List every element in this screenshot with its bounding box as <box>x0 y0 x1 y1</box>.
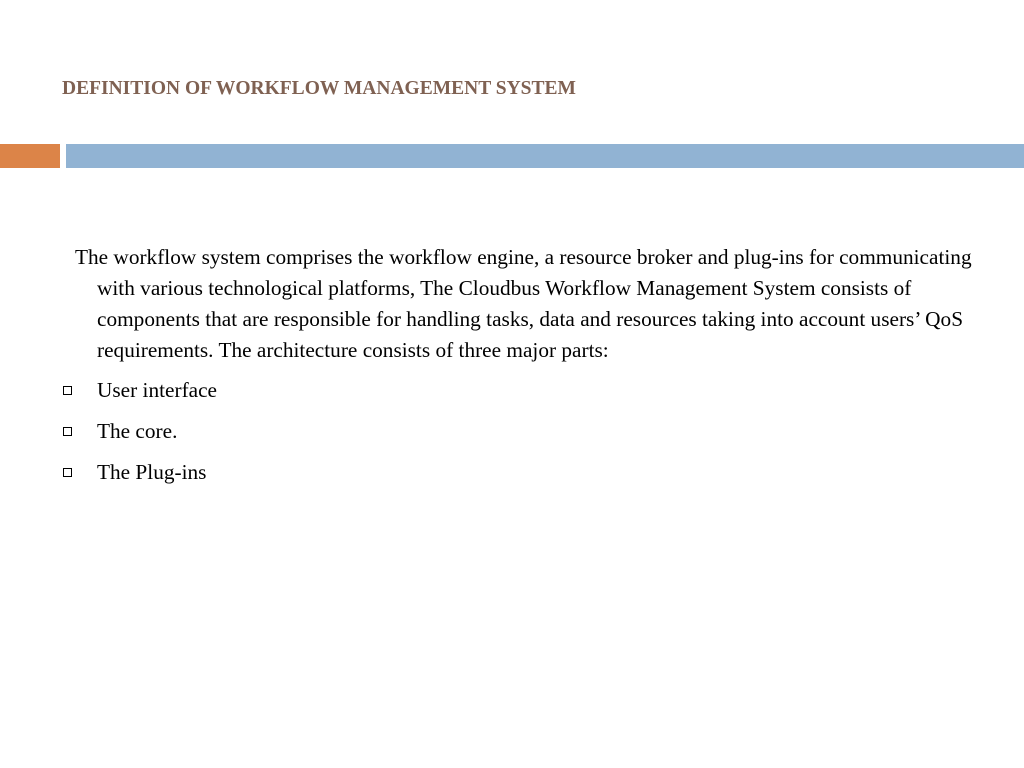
accent-bar-blue <box>66 144 1024 168</box>
bullet-item-the-core <box>62 416 972 447</box>
hollow-square-bullet-icon <box>63 427 72 436</box>
bullet-label: The core. <box>97 419 178 443</box>
bullet-list <box>62 375 972 488</box>
hollow-square-bullet-icon <box>63 468 72 477</box>
hollow-square-bullet-icon <box>63 386 72 395</box>
intro-paragraph: The workflow system comprises the workflow engine, a resource broker and plug-ins for communicating with various technological platforms, The Cloudbus Workflow Management System consists of components that are responsible for handling tasks, data and resources taking into account users’ QoS requirements. The architecture consists of three major parts: <box>75 245 972 362</box>
slide-title: DEFINITION OF WORKFLOW MANAGEMENT SYSTEM <box>62 78 576 99</box>
bullet-item-the-plug-ins <box>62 457 972 488</box>
accent-bar-orange <box>0 144 60 168</box>
slide-body <box>62 242 972 498</box>
bullet-item-user-interface <box>62 375 972 406</box>
bullet-label: The Plug-ins <box>97 460 207 484</box>
bullet-label: User interface <box>97 378 218 402</box>
